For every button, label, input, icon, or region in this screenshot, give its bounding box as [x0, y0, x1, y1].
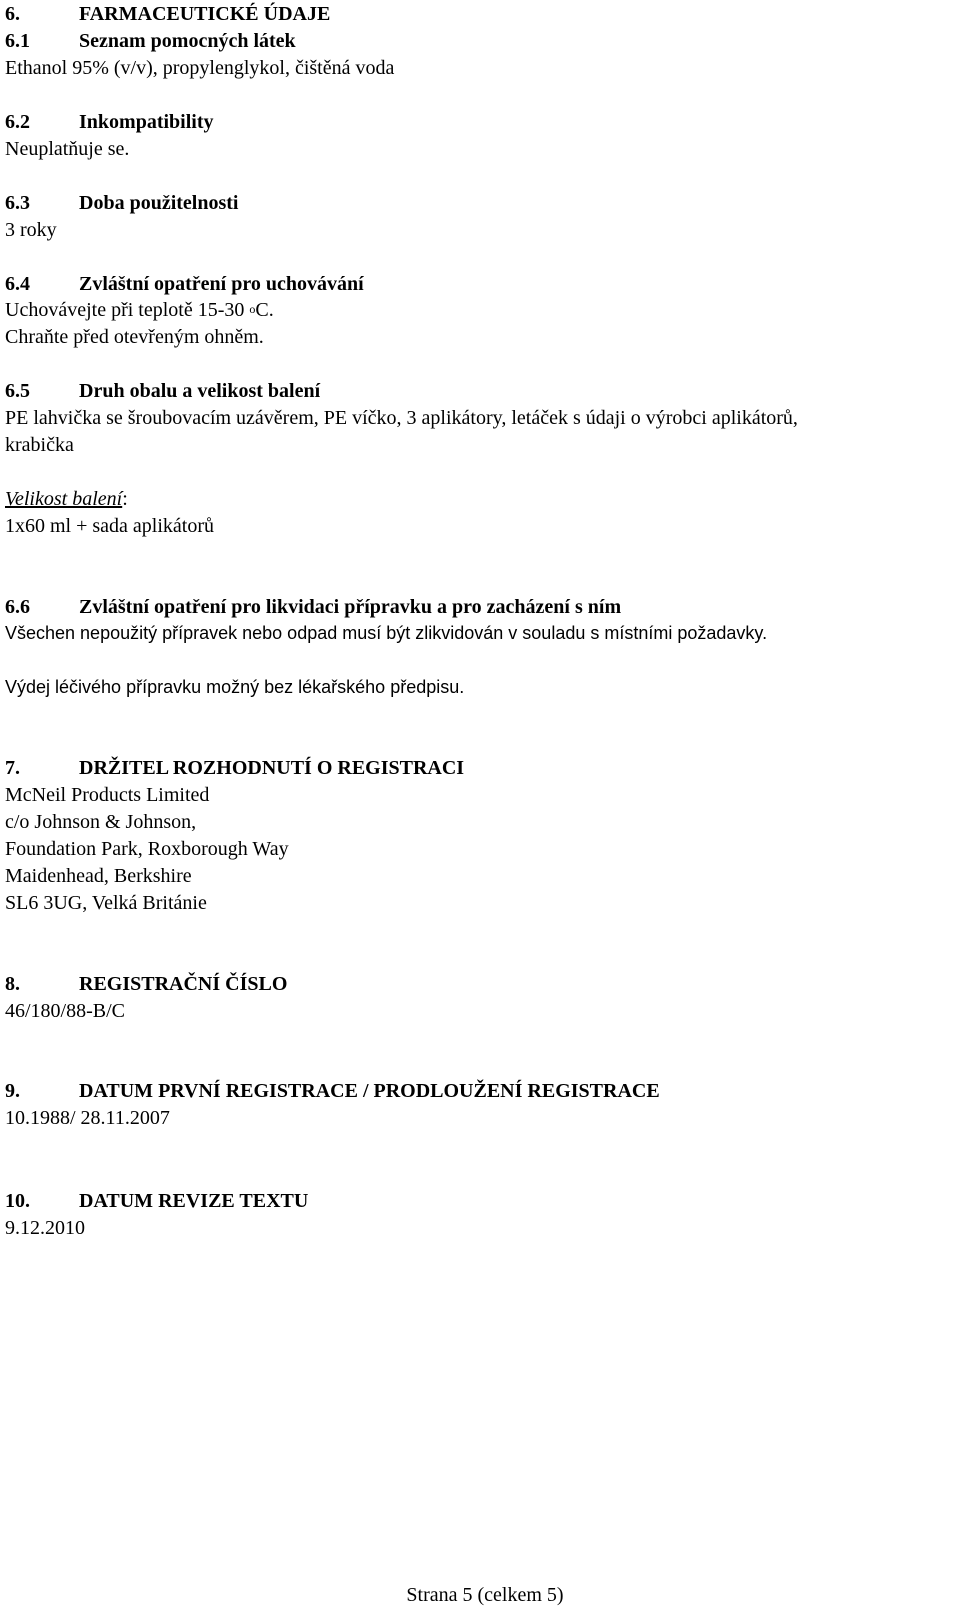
holder-address-line: Foundation Park, Roxborough Way — [5, 838, 289, 860]
section-title: Zvláštní opatření pro uchovávání — [79, 273, 364, 295]
degree-superscript: o — [249, 302, 256, 316]
registration-number: 46/180/88-B/C — [5, 1000, 126, 1022]
section-6-heading — [5, 1, 330, 28]
section-number: 7. — [5, 757, 20, 779]
dispensing-text: Výdej léčivého přípravku možný bez lékařského předpisu. — [5, 677, 465, 697]
document-page — [5, 0, 955, 1610]
pack-size-value: 1x60 ml + sada aplikátorů — [5, 515, 215, 537]
pack-size-colon: : — [122, 488, 128, 510]
section-number: 8. — [5, 973, 20, 995]
section-7-heading — [5, 755, 464, 782]
section-number: 6.2 — [5, 111, 30, 133]
section-6-4-heading — [5, 271, 364, 298]
section-number: 6. — [5, 3, 20, 25]
packaging-text-line1: PE lahvička se šroubovacím uzávěrem, PE víčko, 3 aplikátory, letáček s údaji o výrobci aplikátorů, — [5, 407, 798, 429]
section-title: DATUM PRVNÍ REGISTRACE / PRODLOUŽENÍ REGISTRACE — [79, 1080, 660, 1102]
storage-fire-text: Chraňte před otevřeným ohněm. — [5, 326, 264, 348]
section-title: Inkompatibility — [79, 111, 214, 133]
temperature-unit: C. — [255, 299, 274, 321]
storage-temperature-text — [5, 297, 274, 324]
page-footer — [0, 1582, 960, 1609]
page-number-text: Strana 5 (celkem 5) — [406, 1584, 564, 1606]
holder-address-line: SL6 3UG, Velká Británie — [5, 892, 207, 914]
section-title: REGISTRAČNÍ ČÍSLO — [79, 973, 288, 995]
section-title: Zvláštní opatření pro likvidaci přípravku a pro zacházení s ním — [79, 596, 622, 618]
section-6-5-heading — [5, 378, 320, 405]
section-title: Druh obalu a velikost balení — [79, 380, 321, 402]
section-title: Seznam pomocných látek — [79, 30, 296, 52]
section-8-heading — [5, 971, 287, 998]
section-title: DATUM REVIZE TEXTU — [79, 1190, 309, 1212]
holder-address-line: Maidenhead, Berkshire — [5, 865, 192, 887]
section-6-2-heading — [5, 109, 213, 136]
section-9-heading — [5, 1078, 660, 1105]
shelf-life-text: 3 roky — [5, 219, 57, 241]
section-number: 6.3 — [5, 192, 30, 214]
excipients-text: Ethanol 95% (v/v), propylenglykol, čištěná voda — [5, 57, 395, 79]
section-number: 6.6 — [5, 596, 30, 618]
section-number: 6.5 — [5, 380, 30, 402]
section-title: FARMACEUTICKÉ ÚDAJE — [79, 3, 331, 25]
section-number: 10. — [5, 1190, 30, 1212]
section-6-6-heading — [5, 594, 621, 621]
section-10-heading — [5, 1188, 308, 1215]
revision-date: 9.12.2010 — [5, 1217, 85, 1239]
incompatibility-text: Neuplatňuje se. — [5, 138, 130, 160]
section-number: 6.1 — [5, 30, 30, 52]
pack-size-label-text: Velikost balení — [5, 488, 123, 510]
packaging-text-line2: krabička — [5, 434, 74, 456]
section-6-1-heading — [5, 28, 296, 55]
pack-size-label — [5, 486, 128, 513]
section-number: 6.4 — [5, 273, 30, 295]
holder-address-line: McNeil Products Limited — [5, 784, 210, 806]
registration-dates: 10.1988/ 28.11.2007 — [5, 1107, 170, 1129]
storage-temperature-value: Uchovávejte při teplotě 15-30 — [5, 299, 250, 321]
section-title: DRŽITEL ROZHODNUTÍ O REGISTRACI — [79, 757, 465, 779]
disposal-text: Všechen nepoužitý přípravek nebo odpad musí být zlikvidován v souladu s místními požadavky. — [5, 623, 768, 643]
section-number: 9. — [5, 1080, 20, 1102]
section-title: Doba použitelnosti — [79, 192, 239, 214]
holder-address-line: c/o Johnson & Johnson, — [5, 811, 197, 833]
section-6-3-heading — [5, 190, 238, 217]
